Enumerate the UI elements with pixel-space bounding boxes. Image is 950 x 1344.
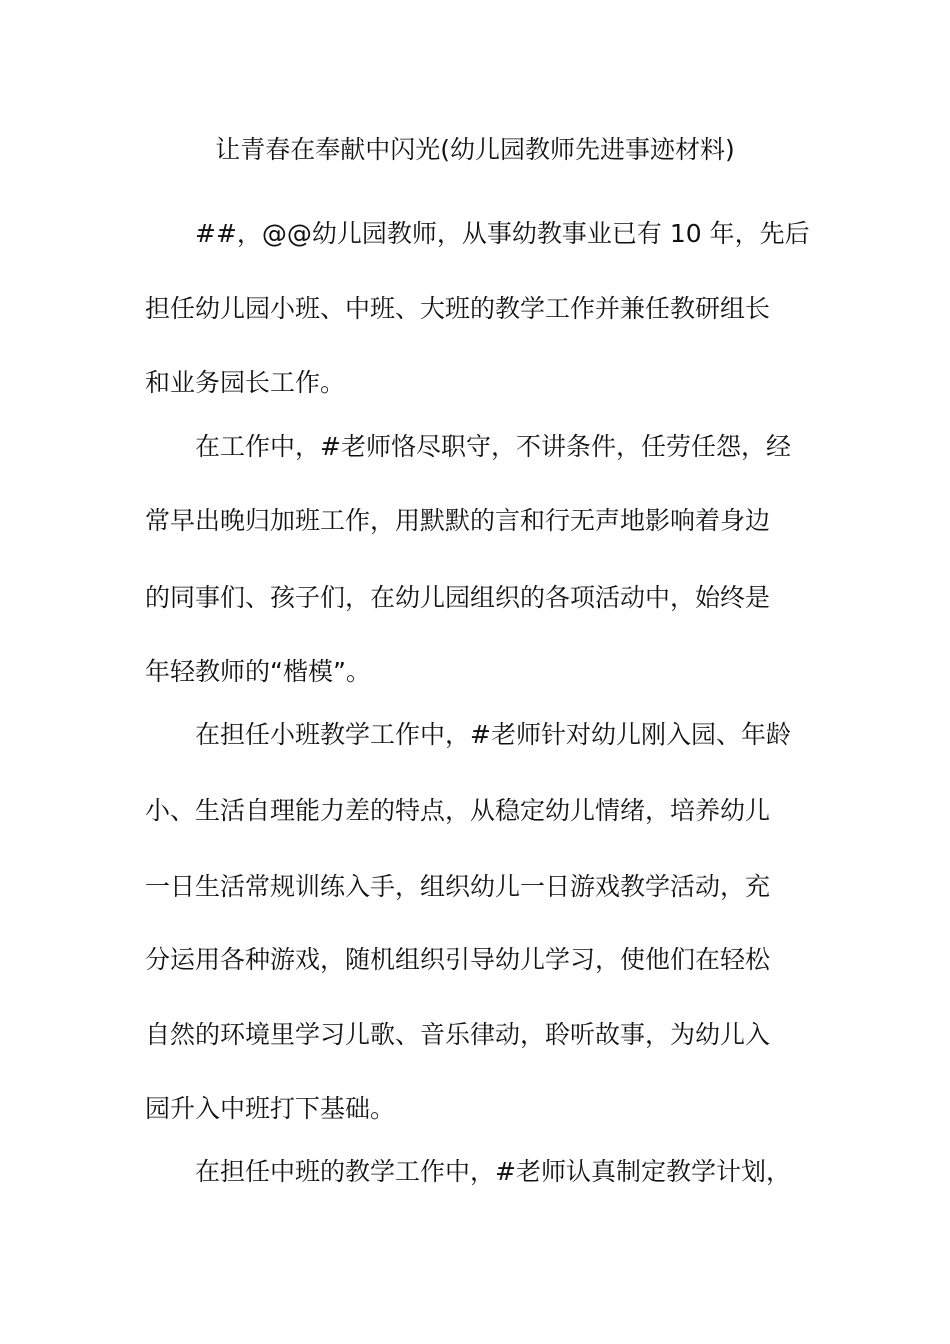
paragraph-2-line-2: 常早出晚归加班工作，用默默的言和行无声地影响着身边: [145, 506, 771, 535]
paragraph-3-line-2: 小、生活自理能力差的特点，从稳定幼儿情绪，培养幼儿: [145, 796, 771, 825]
paragraph-3-line-3: 一日生活常规训练入手，组织幼儿一日游戏教学活动，充: [145, 872, 771, 901]
paragraph-2-line-1: 在工作中，#老师恪尽职守，不讲条件，任劳任怨，经: [195, 432, 791, 461]
paragraph-2-line-4: 年轻教师的“楷模”。: [145, 657, 371, 686]
paragraph-3-line-5: 自然的环境里学习儿歌、音乐律动，聆听故事，为幼儿入: [145, 1020, 771, 1049]
paragraph-1-line-1: ##，@@幼儿园教师，从事幼教事业已有 10 年，先后: [195, 219, 810, 248]
paragraph-2-line-3: 的同事们、孩子们，在幼儿园组织的各项活动中，始终是: [145, 583, 771, 612]
paragraph-3-line-1: 在担任小班教学工作中，#老师针对幼儿刚入园、年龄: [195, 720, 791, 749]
paragraph-3-line-4: 分运用各种游戏，随机组织引导幼儿学习，使他们在轻松: [145, 945, 771, 974]
paragraph-4-line-1: 在担任中班的教学工作中，#老师认真制定教学计划，: [195, 1157, 791, 1186]
paragraph-1-line-3: 和业务园长工作。: [145, 368, 346, 397]
paragraph-1-line-2: 担任幼儿园小班、中班、大班的教学工作并兼任教研组长: [145, 294, 771, 323]
document-title: 让青春在奉献中闪光(幼儿园教师先进事迹材料): [215, 135, 735, 164]
paragraph-3-line-6: 园升入中班打下基础。: [145, 1094, 396, 1123]
